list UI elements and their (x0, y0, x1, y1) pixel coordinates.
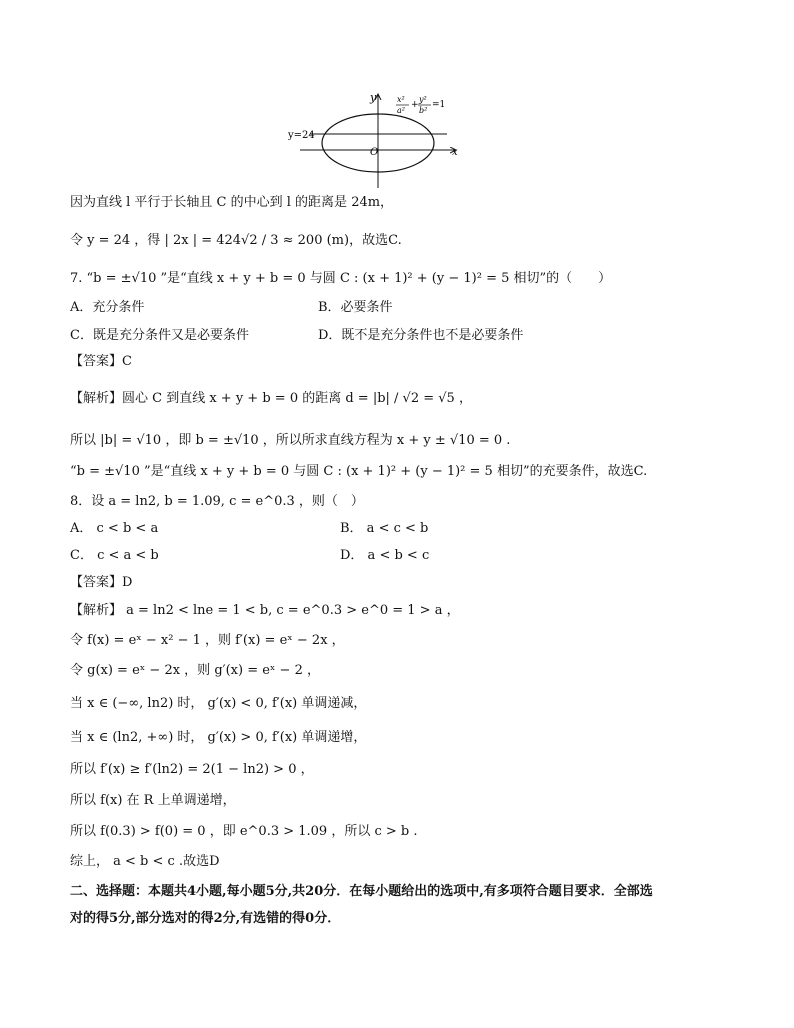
q8-solution-4: 当 x ∈ (−∞, ln2) 时， g′(x) < 0, f′(x) 单调递减， (70, 696, 367, 711)
q7-option-b: B．必要条件 (318, 300, 393, 315)
q8-solution-5: 当 x ∈ (ln2, +∞) 时， g′(x) > 0, f′(x) 单调递增， (70, 730, 367, 745)
q8-solution-1: 【解析】 a = ln2 < lne = 1 < b, c = e^0.3 > e^0 = 1 > a ， (70, 603, 460, 618)
y-axis-label: y (370, 91, 377, 104)
q7-option-d: D．既不是充分条件也不是必要条件 (318, 328, 524, 343)
q8-solution-8: 所以 f(0.3) > f(0) = 0 ，即 e^0.3 > 1.09 ，所以 c > b . (70, 824, 418, 839)
q8-option-d: D． a < b < c (340, 548, 430, 563)
q8-solution-7: 所以 f(x) 在 R 上单调递增， (70, 793, 236, 808)
q8-option-b: B． a < c < b (340, 521, 429, 536)
q8-answer: 【答案】D (70, 575, 133, 590)
question-7: 7. “b = ±√10 ”是“直线 x + y + b = 0 与圆 C : (x + 1)² + (y − 1)² = 5 相切”的（ ） (70, 271, 612, 286)
q7-answer: 【答案】C (70, 354, 132, 369)
q7-solution-1: 【解析】圆心 C 到直线 x + y + b = 0 的距离 d = |b| / √2 = √5 ， (70, 391, 472, 406)
eq-num1: x² (397, 95, 405, 104)
eq-num2: y² (419, 95, 427, 104)
line-label: y=24 (288, 130, 315, 141)
ellipse-figure (0, 0, 794, 200)
q8-solution-3: 令 g(x) = eˣ − 2x ，则 g′(x) = eˣ − 2 ， (70, 663, 320, 678)
q8-solution-6: 所以 f′(x) ≥ f′(ln2) = 2(1 − ln2) > 0 ， (70, 762, 314, 777)
origin-label: O (370, 147, 379, 158)
q7-solution-2: 所以 |b| = √10 ，即 b = ±√10 ，所以所求直线方程为 x + y ± √10 = 0 . (70, 433, 511, 448)
q8-option-a: A． c < b < a (70, 521, 159, 536)
eq-den1: a² (397, 106, 405, 115)
eq-rhs: =1 (432, 100, 446, 110)
q7-solution-3: “b = ±√10 ”是“直线 x + y + b = 0 与圆 C : (x + 1)² + (y − 1)² = 5 相切”的充要条件，故选C. (70, 464, 648, 479)
section-2-heading: 二、选择题：本题共4小题,每小题5分,共20分．在每小题给出的选项中,有多项符合题目要求．全部选 (70, 884, 653, 899)
q7-option-c: C．既是充分条件又是必要条件 (70, 328, 249, 343)
q7-option-a: A．充分条件 (70, 300, 145, 315)
q8-option-c: C． c < a < b (70, 548, 159, 563)
x-axis-label: x (452, 147, 458, 158)
eq-plus: + (411, 100, 419, 110)
q8-solution-9: 综上， a < b < c .故选D (70, 854, 220, 869)
section-2-heading-cont: 对的得5分,部分选对的得2分,有选错的得0分． (70, 911, 341, 926)
question-8: 8．设 a = ln2, b = 1.09, c = e^0.3 ，则（ ） (70, 494, 364, 509)
q8-solution-2: 令 f(x) = eˣ − x² − 1 ，则 f′(x) = eˣ − 2x ， (70, 633, 345, 648)
text-line-2: 令 y = 24 ，得 | 2x | = 424√2 / 3 ≈ 200 (m)，故选C. (70, 233, 402, 248)
eq-den2: b² (419, 106, 428, 115)
text-line-1: 因为直线 l 平行于长轴且 C 的中心到 l 的距离是 24m， (70, 195, 394, 210)
